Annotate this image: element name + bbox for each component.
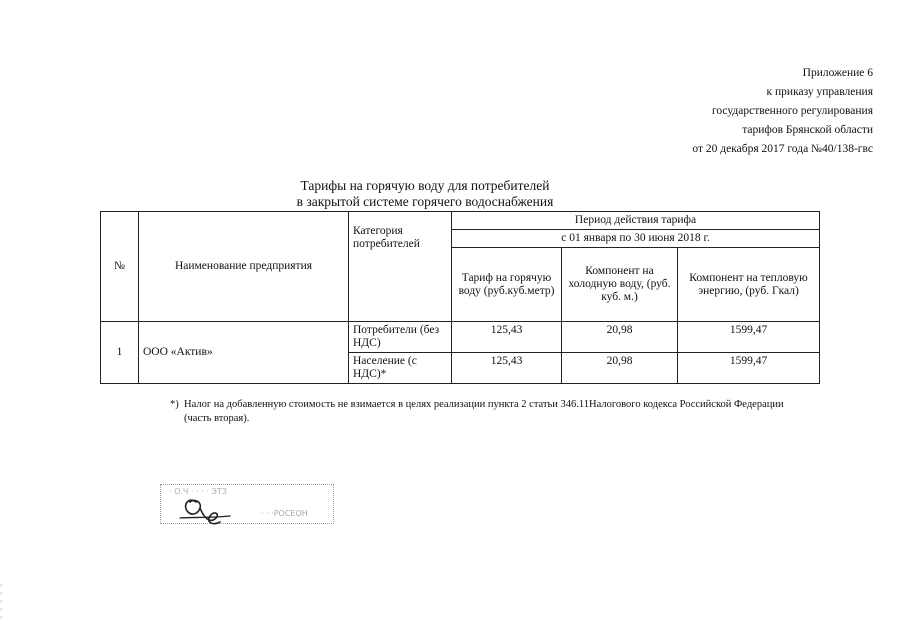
row-category: Потребители (без НДС)	[349, 322, 452, 353]
annex-line-2: к приказу управления	[766, 86, 873, 98]
annex-line-1: Приложение 6	[802, 67, 873, 79]
header-heat-component: Компонент на тепловую энергию, (руб. Гкал)	[678, 248, 820, 322]
scan-edge-mark	[0, 584, 3, 624]
row-cold: 20,98	[562, 353, 678, 384]
row-tariff: 125,43	[452, 353, 562, 384]
document-title	[280, 178, 570, 210]
header-tariff: Тариф на горячую воду (руб.куб.метр)	[452, 248, 562, 322]
header-category: Категория потребителей	[349, 212, 452, 322]
row-heat: 1599,47	[678, 353, 820, 384]
footnote	[170, 398, 810, 426]
header-num: №	[101, 212, 139, 322]
row-company: ООО «Актив»	[139, 322, 349, 384]
title-line-1: Тарифы на горячую воду для потребителей	[300, 178, 550, 193]
stamp-faint-text: · · ·РОСЕОН	[261, 509, 308, 518]
annex-header	[692, 64, 873, 159]
annex-line-4: тарифов Брянской области	[742, 124, 873, 136]
header-period-range: с 01 января по 30 июня 2018 г.	[452, 230, 820, 248]
title-line-2: в закрытой системе горячего водоснабжения	[296, 194, 554, 209]
stamp-faint-text: · О.Ч · · · · ЭТЗ	[169, 487, 227, 496]
header-company: Наименование предприятия	[139, 212, 349, 322]
row-category: Население (с НДС)*	[349, 353, 452, 384]
annex-line-3: государственного регулирования	[711, 105, 873, 117]
tariff-table	[100, 211, 820, 384]
header-period: Период действия тарифа	[452, 212, 820, 230]
row-cold: 20,98	[562, 322, 678, 353]
annex-line-5: от 20 декабря 2017 года №40/138-гвс	[692, 143, 873, 155]
row-num: 1	[101, 322, 139, 384]
row-tariff: 125,43	[452, 322, 562, 353]
signature-icon	[176, 488, 236, 530]
footnote-mark: *)	[170, 399, 179, 410]
footnote-text: Налог на добавленную стоимость не взимается в целях реализации пункта 2 статьи 346.11Налогового кодекса Российской Федерации (часть вторая).	[184, 399, 784, 424]
header-cold-component: Компонент на холодную воду, (руб. куб. м.)	[562, 248, 678, 322]
row-heat: 1599,47	[678, 322, 820, 353]
